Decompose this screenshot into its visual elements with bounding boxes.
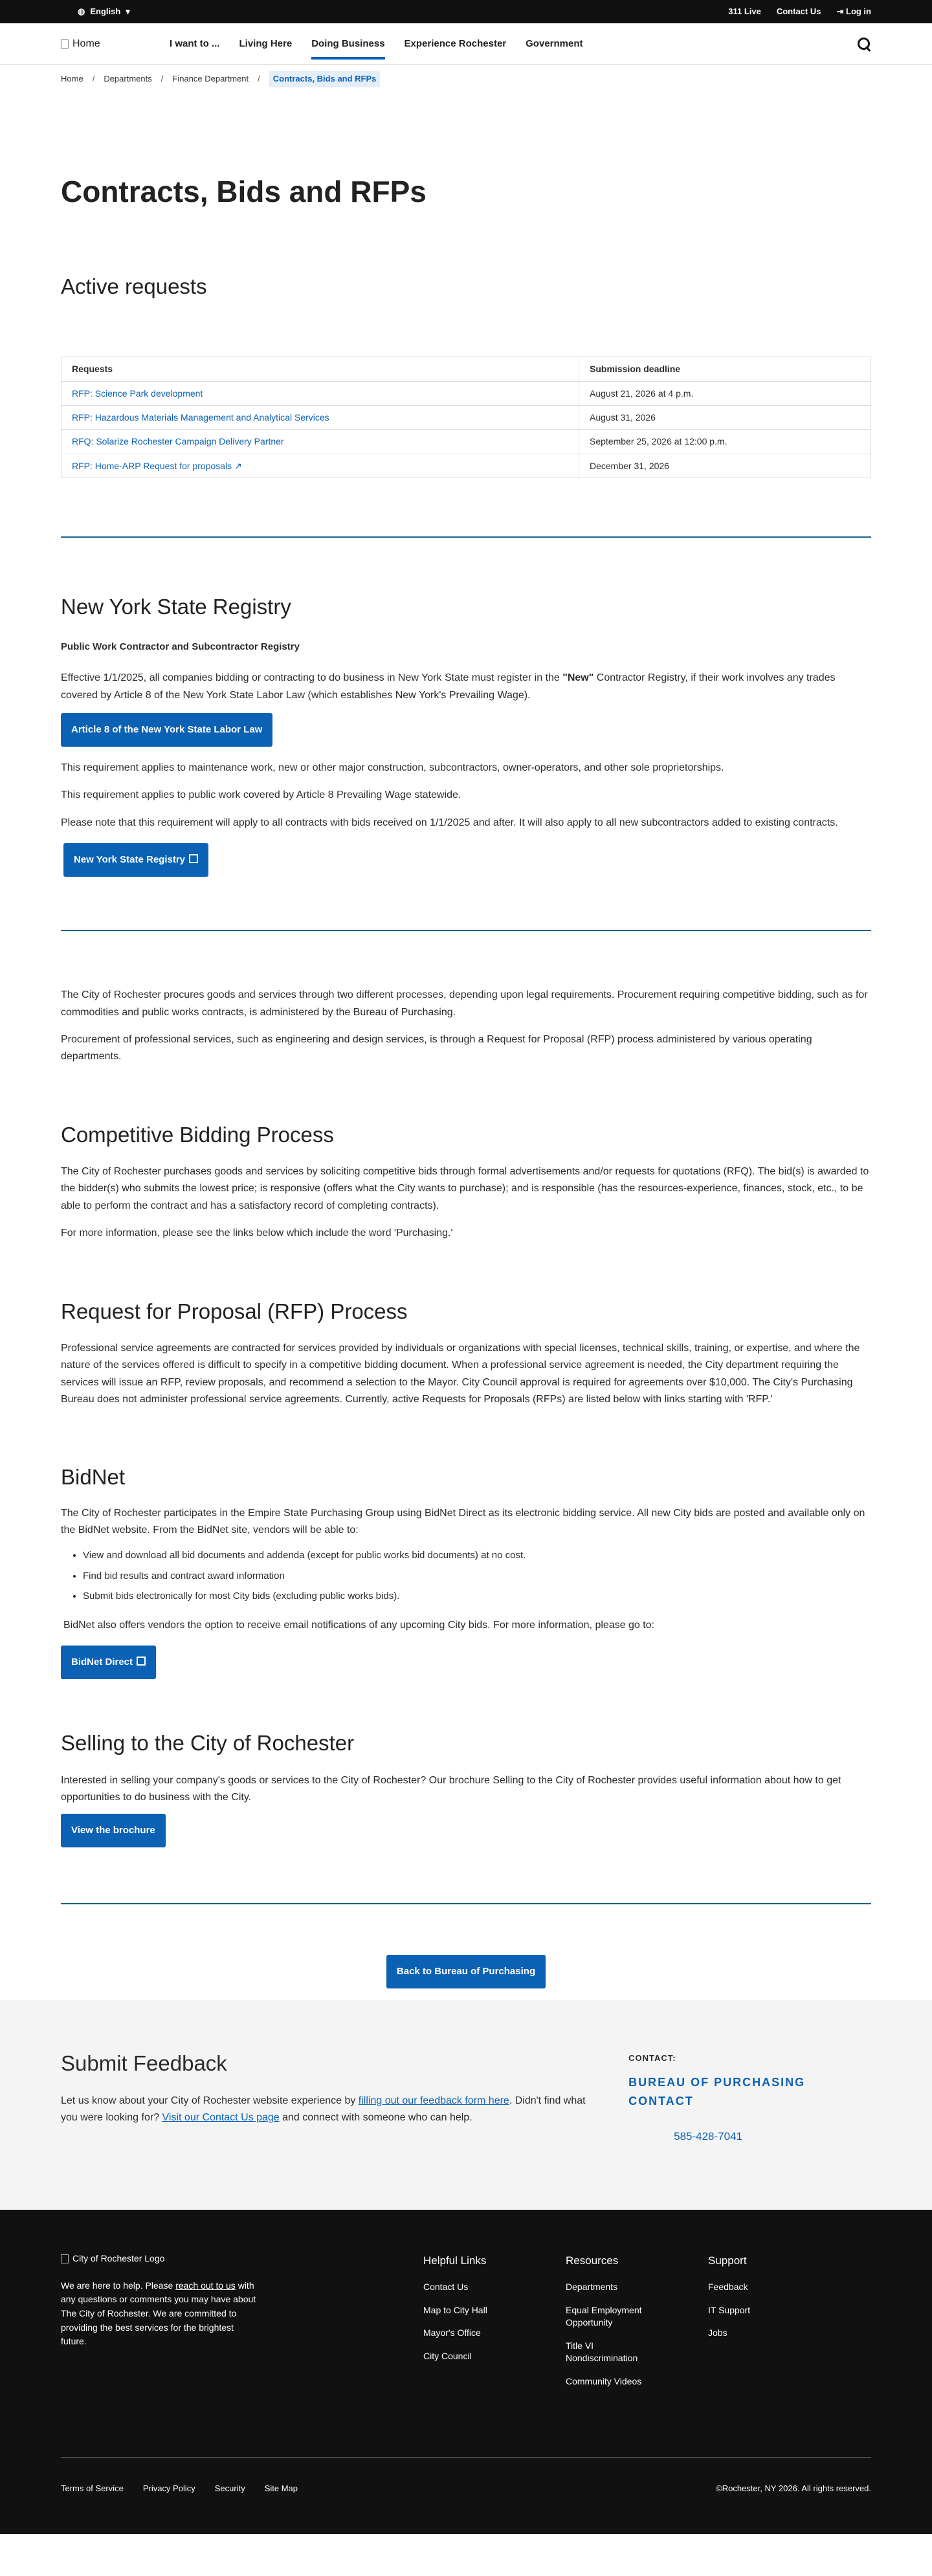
terms-link[interactable]: Terms of Service xyxy=(61,2483,124,2493)
footer-link-departments[interactable]: Departments xyxy=(566,2282,618,2293)
chevron-down-icon: ▾ xyxy=(126,6,130,16)
nys-subheading: Public Work Contractor and Subcontractor Registry xyxy=(61,641,300,653)
logo-alt-text: Home xyxy=(72,38,100,50)
footer-logo-alt: City of Rochester Logo xyxy=(72,2252,165,2263)
bidnet-direct-button[interactable] xyxy=(61,1646,156,1679)
copyright: ©Rochester, NY 2026. All rights reserved. xyxy=(716,2483,871,2493)
footer-link-eeo[interactable]: Equal Employment Opportunity xyxy=(566,2304,642,2328)
breadcrumb-separator: / xyxy=(161,74,164,83)
bidnet-list xyxy=(61,1545,871,1607)
column-header-deadline: Submission deadline xyxy=(579,357,871,381)
intro-paragraph-1: The City of Rochester procures goods and services through two different processes, depending upon legal requirements. Procurement requiring competitive bidding, such as for commodities and public works contracts, is administered by the Bureau of Purchasing. xyxy=(61,989,868,1018)
globe-icon: ◍ xyxy=(78,6,85,16)
deadline-cell: August 31, 2026 xyxy=(579,406,871,430)
footer-link-videos[interactable]: Community Videos xyxy=(566,2376,642,2387)
language-selector[interactable] xyxy=(61,5,130,19)
feedback-text-2: . Didn't find what you were looking for? xyxy=(61,2095,586,2124)
contact-block xyxy=(628,2047,871,2145)
contact-phone-link[interactable]: 585-428-7041 xyxy=(674,2130,742,2142)
footer-link-contact-us[interactable]: Contact Us xyxy=(423,2282,469,2293)
view-brochure-button[interactable]: View the brochure xyxy=(61,1814,166,1847)
active-requests-table xyxy=(61,357,871,478)
footer-col-helpful-links xyxy=(423,2252,566,2399)
table-header-row xyxy=(61,357,871,381)
nys-paragraph-2: This requirement applies to maintenance work, new or other major construction, subcontractors, owner-operators, and other sole proprietorships. xyxy=(61,762,724,773)
request-link[interactable]: RFP: Hazardous Materials Management and Analytical Services xyxy=(72,412,329,423)
selling-paragraph: Interested in selling your company's goods or services to the City of Rochester? Our brochure Selling to the City of Rochester provides useful information about how to get opportunities to do business with the City. xyxy=(61,1774,841,1803)
nys-registry-heading: New York State Registry xyxy=(61,595,291,619)
footer-link-map[interactable]: Map to City Hall xyxy=(423,2304,487,2315)
nys-registry-button[interactable] xyxy=(63,843,208,877)
contact-label: CONTACT: xyxy=(628,2053,676,2064)
rfp-paragraph: Professional service agreements are contracted for services provided by individuals or organizations with special licenses, technical skills, training, or expertise, and where the nature of the services offered is difficult to specify in a competitive bidding document. When a professional service agreement is needed, the City department requiring the services will issue an RFP, review proposals, and recommend a selection to the Mayor. City Council approval is required for agreements over $10,000. The City's Purchasing Bureau does not administer professional service agreements. Currently, active Requests for Proposals (RFPs) are listed below with links starting with 'RFP.' xyxy=(61,1342,860,1405)
footer-bottom xyxy=(61,2457,871,2535)
breadcrumb-separator: / xyxy=(258,74,260,83)
bidnet-direct-label: BidNet Direct xyxy=(71,1657,133,1668)
footer-about-text-2: with any questions or comments you may have about The City of Rochester. We are committed to providing the best services for the brightest future. xyxy=(61,2280,256,2347)
feedback-section xyxy=(0,2000,932,2210)
deadline-cell: August 21, 2026 at 4 p.m. xyxy=(579,381,871,405)
main-nav xyxy=(170,23,582,65)
external-link-icon xyxy=(189,854,198,863)
external-link-icon: ↗ xyxy=(234,460,242,471)
column-header-requests: Requests xyxy=(61,357,579,381)
rfp-heading: Request for Proposal (RFP) Process xyxy=(61,1299,408,1323)
nav-living-here[interactable]: Living Here xyxy=(239,38,293,49)
sitemap-link[interactable]: Site Map xyxy=(264,2483,298,2493)
table-row xyxy=(61,454,871,478)
breadcrumb-current: Contracts, Bids and RFPs xyxy=(269,71,381,87)
deadline-cell: December 31, 2026 xyxy=(579,454,871,478)
breadcrumb-home[interactable]: Home xyxy=(61,74,83,83)
login-link[interactable] xyxy=(836,5,871,19)
utility-bar xyxy=(0,0,932,23)
footer-link-mayor[interactable]: Mayor's Office xyxy=(423,2328,481,2339)
footer-about xyxy=(61,2252,423,2399)
nys-p1-text-end: Contractor Registry, if their work involves any trades covered by Article 8 of the New York State Labor Law (which establishes New York's Prevailing Wage). xyxy=(61,672,836,701)
login-label: Log in xyxy=(846,6,871,16)
footer-col-title: Resources xyxy=(566,2254,619,2267)
bidnet-paragraph-1: The City of Rochester participates in the Empire State Purchasing Group using BidNet Direct as its electronic bidding service. All new City bids are posted and available only on the BidNet website. From the BidNet site, vendors will be able to: xyxy=(61,1507,865,1536)
site-header xyxy=(0,23,932,65)
footer-about-text-1: We are here to help. Please xyxy=(61,2280,176,2291)
contact-name-link[interactable]: BUREAU OF PURCHASING CONTACT xyxy=(628,2076,806,2108)
active-requests-heading: Active requests xyxy=(61,274,207,298)
footer-link-title-vi[interactable]: Title VI Nondiscrimination xyxy=(566,2340,638,2364)
feedback-heading: Submit Feedback xyxy=(61,2051,227,2076)
language-label: English xyxy=(90,6,121,16)
311-live-link[interactable]: 311 Live xyxy=(728,6,761,16)
main-content xyxy=(61,65,871,1988)
external-link-icon xyxy=(137,1657,146,1666)
request-link[interactable] xyxy=(72,461,242,471)
nav-doing-business[interactable]: Doing Business xyxy=(311,23,384,65)
breadcrumb xyxy=(61,65,871,94)
section-divider xyxy=(61,536,871,538)
footer-col-title: Helpful Links xyxy=(423,2254,487,2267)
competitive-bidding-heading: Competitive Bidding Process xyxy=(61,1122,334,1147)
feedback-form-link[interactable]: filling out our feedback form here xyxy=(358,2095,509,2107)
footer-logo[interactable] xyxy=(61,2252,423,2266)
contact-us-link[interactable]: Contact Us xyxy=(776,6,821,16)
nav-i-want-to[interactable]: I want to ... xyxy=(170,38,220,49)
page-title: Contracts, Bids and RFPs xyxy=(61,174,427,208)
list-item: • Submit bids electronically for most City bids (excluding public works bids). xyxy=(83,1586,871,1607)
table-row xyxy=(61,430,871,454)
table-row xyxy=(61,406,871,430)
privacy-link[interactable]: Privacy Policy xyxy=(142,2483,195,2493)
section-divider xyxy=(61,1903,871,1904)
feedback-text-1: Let us know about your City of Rochester website experience by xyxy=(61,2095,359,2107)
footer-col-title: Support xyxy=(708,2254,747,2267)
table-row xyxy=(61,381,871,405)
bidnet-heading: BidNet xyxy=(61,1465,126,1490)
home-logo[interactable] xyxy=(61,36,170,52)
login-icon: ⇥ xyxy=(836,6,844,16)
broken-image-icon xyxy=(61,2254,69,2263)
nav-government[interactable]: Government xyxy=(526,38,583,49)
nys-paragraph-4: Please note that this requirement will apply to all contracts with bids received on 1/1/2025 and after. It will also apply to all new subcontractors added to existing contracts. xyxy=(61,817,838,828)
nys-paragraph-3: This requirement applies to public work covered by Article 8 Prevailing Wage statewide. xyxy=(61,789,461,801)
contact-us-page-link[interactable]: Visit our Contact Us page xyxy=(162,2112,280,2124)
feedback-text xyxy=(61,2093,603,2127)
search-icon[interactable] xyxy=(857,37,871,51)
nys-paragraph-1 xyxy=(61,670,871,704)
breadcrumb-finance[interactable]: Finance Department xyxy=(172,74,249,83)
security-link[interactable]: Security xyxy=(214,2483,245,2493)
competitive-paragraph-1: The City of Rochester purchases goods and services by soliciting competitive bids through formal advertisements and/or requests for quotations (RFQ). The bid(s) is awarded to the bidder(s) who submits the lowest price; is responsive (offers what the City wants to purchase); and is responsible (has the resources-experience, finances, stock, etc., to be able to perform the contract and has a satisfactory record of completing contracts). xyxy=(61,1165,869,1211)
article-8-button[interactable]: Article 8 of the New York State Labor Law xyxy=(61,713,272,747)
request-link[interactable]: RFP: Science Park development xyxy=(72,388,203,399)
nav-experience-rochester[interactable]: Experience Rochester xyxy=(404,38,507,49)
footer-col-support xyxy=(708,2252,850,2399)
request-link[interactable]: RFQ: Solarize Rochester Campaign Delivery Partner xyxy=(72,436,284,447)
footer-link-council[interactable]: City Council xyxy=(423,2350,472,2361)
reach-out-link[interactable]: reach out to us xyxy=(175,2280,236,2291)
list-item: • View and download all bid documents and addenda (except for public works bid documents) at no cost. xyxy=(83,1545,871,1566)
broken-image-icon xyxy=(61,39,69,49)
bidnet-paragraph-2: BidNet also offers vendors the option to receive email notifications of any upcoming City bids. For more information, please go to: xyxy=(63,1619,655,1631)
nys-registry-label: New York State Registry xyxy=(74,854,186,866)
deadline-cell: September 25, 2026 at 12:00 p.m. xyxy=(579,430,871,454)
intro-paragraph-2: Procurement of professional services, such as engineering and design services, is through a Request for Proposal (RFP) process administered by various operating departments. xyxy=(61,1033,812,1062)
footer-link-feedback[interactable]: Feedback xyxy=(708,2282,748,2293)
request-link-label: RFP: Home-ARP Request for proposals xyxy=(72,460,232,471)
footer-link-it-support[interactable]: IT Support xyxy=(708,2304,751,2315)
selling-heading: Selling to the City of Rochester xyxy=(61,1731,355,1756)
nys-p1-bold: "New" xyxy=(562,672,594,684)
footer-link-jobs[interactable]: Jobs xyxy=(708,2328,727,2339)
feedback-text-3: and connect with someone who can help. xyxy=(279,2112,472,2124)
back-to-purchasing-button[interactable]: Back to Bureau of Purchasing xyxy=(386,1955,546,1988)
breadcrumb-separator: / xyxy=(92,74,95,83)
nys-p1-text: Effective 1/1/2025, all companies bidding or contracting to do business in New York State must register in the xyxy=(61,672,563,684)
list-item: • Find bid results and contract award information xyxy=(83,1566,871,1587)
site-footer xyxy=(0,2210,932,2535)
competitive-paragraph-2: For more information, please see the links below which include the word 'Purchasing.' xyxy=(61,1227,453,1239)
footer-about-text xyxy=(61,2279,261,2349)
footer-col-resources xyxy=(566,2252,708,2399)
breadcrumb-departments[interactable]: Departments xyxy=(104,74,152,83)
section-divider xyxy=(61,930,871,931)
